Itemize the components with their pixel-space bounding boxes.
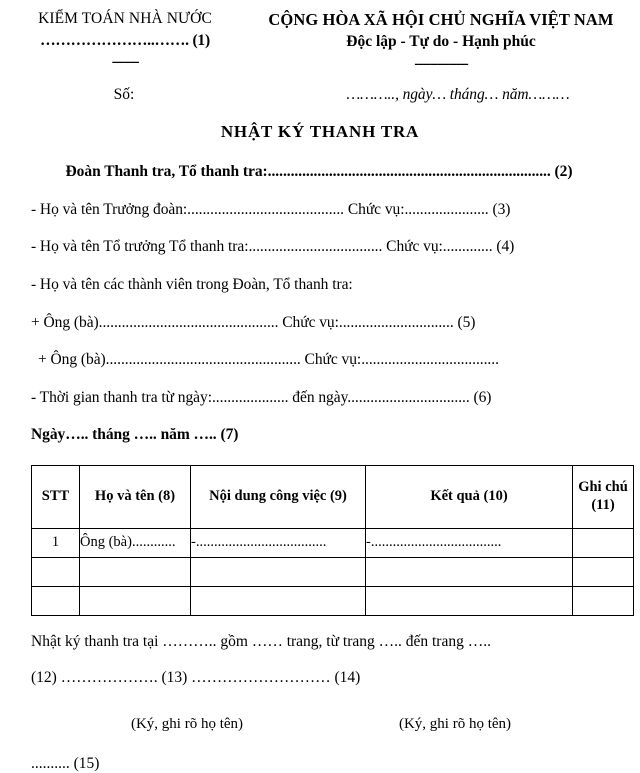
cell-note[interactable]	[573, 557, 634, 586]
organization-name: KIỂM TOÁN NHÀ NƯỚC	[38, 10, 212, 27]
cell-work[interactable]	[191, 557, 366, 586]
cell-name[interactable]	[80, 557, 191, 586]
national-title: CỘNG HÒA XÃ HỘI CHỦ NGHĨA VIỆT NAM	[268, 10, 614, 29]
log-table-wrapper	[0, 465, 640, 616]
page-title: NHẬT KÝ THANH TRA	[220, 122, 420, 142]
header-right-block	[242, 9, 640, 72]
footer-summary-line: Nhật ký thanh tra tại ……….. gồm …… trang, từ trang ….. đến trang …..	[31, 632, 491, 650]
column-header-work: Nội dung công việc (9)	[191, 465, 366, 528]
field-truong-doan: - Họ và tên Trưởng đoàn:......................................... Chức vụ:...................... (3)	[31, 200, 511, 218]
table-row[interactable]	[32, 586, 634, 615]
signature-left: (Ký, ghi rõ họ tên)	[130, 716, 244, 733]
field-ong-ba-1: + Ông (bà)............................................... Chức vụ:.............................. (5)	[31, 313, 476, 331]
cell-work[interactable]	[191, 586, 366, 615]
document-header	[0, 0, 640, 72]
form-footer	[0, 633, 640, 687]
signature-right: (Ký, ghi rõ họ tên)	[398, 716, 512, 733]
column-header-name: Họ và tên (8)	[80, 465, 191, 528]
document-date-line: ……….., ngày… tháng… năm………	[346, 86, 570, 104]
table-header-row	[32, 465, 634, 528]
motto-divider: --------------	[414, 55, 468, 72]
number-date-row	[0, 86, 640, 104]
header-left-block	[0, 9, 242, 71]
national-motto: Độc lập - Tự do - Hạnh phúc	[346, 33, 536, 51]
column-header-stt: STT	[32, 465, 80, 528]
table-row[interactable]	[32, 557, 634, 586]
cell-stt[interactable]	[32, 586, 80, 615]
cell-name[interactable]: Ông (bà)............	[80, 528, 191, 557]
footer-last-line: .......... (15)	[31, 755, 100, 773]
cell-name[interactable]	[80, 586, 191, 615]
cell-note[interactable]	[573, 528, 634, 557]
field-to-truong: - Họ và tên Tổ trưởng Tổ thanh tra:................................... Chức vụ:............. (4)	[31, 238, 515, 256]
column-header-result: Kết quả (10)	[366, 465, 573, 528]
footer-refs-line: (12) ………………. (13) ……………………… (14)	[31, 668, 361, 686]
inspection-log-table	[31, 465, 634, 616]
cell-result[interactable]	[366, 586, 573, 615]
column-header-note: Ghi chú (11)	[573, 465, 634, 528]
form-body	[0, 163, 640, 445]
cell-stt[interactable]: 1	[32, 528, 80, 557]
organization-divider: -------	[111, 54, 139, 71]
field-thanh-vien-heading: - Họ và tên các thành viên trong Đoàn, Tổ thanh tra:	[31, 275, 353, 293]
field-ngay-thang-nam: Ngày….. tháng ….. năm ….. (7)	[31, 426, 239, 444]
cell-result[interactable]	[366, 557, 573, 586]
cell-result[interactable]: -....................................	[366, 528, 573, 557]
document-number-label: Số:	[113, 86, 135, 104]
cell-note[interactable]	[573, 586, 634, 615]
cell-stt[interactable]	[32, 557, 80, 586]
field-ong-ba-2: + Ông (bà)................................................... Chức vụ:....................................	[38, 351, 499, 369]
cell-work[interactable]: -....................................	[191, 528, 366, 557]
field-thoi-gian: - Thời gian thanh tra từ ngày:.................... đến ngày................................ (6)	[31, 388, 492, 406]
signature-row	[0, 716, 640, 733]
table-row[interactable]	[32, 528, 634, 557]
field-doan-thanh-tra: Đoàn Thanh tra, Tổ thanh tra:.......................................................................... (2)	[65, 163, 573, 181]
organization-blank-line: …………………..……. (1)	[40, 31, 210, 49]
